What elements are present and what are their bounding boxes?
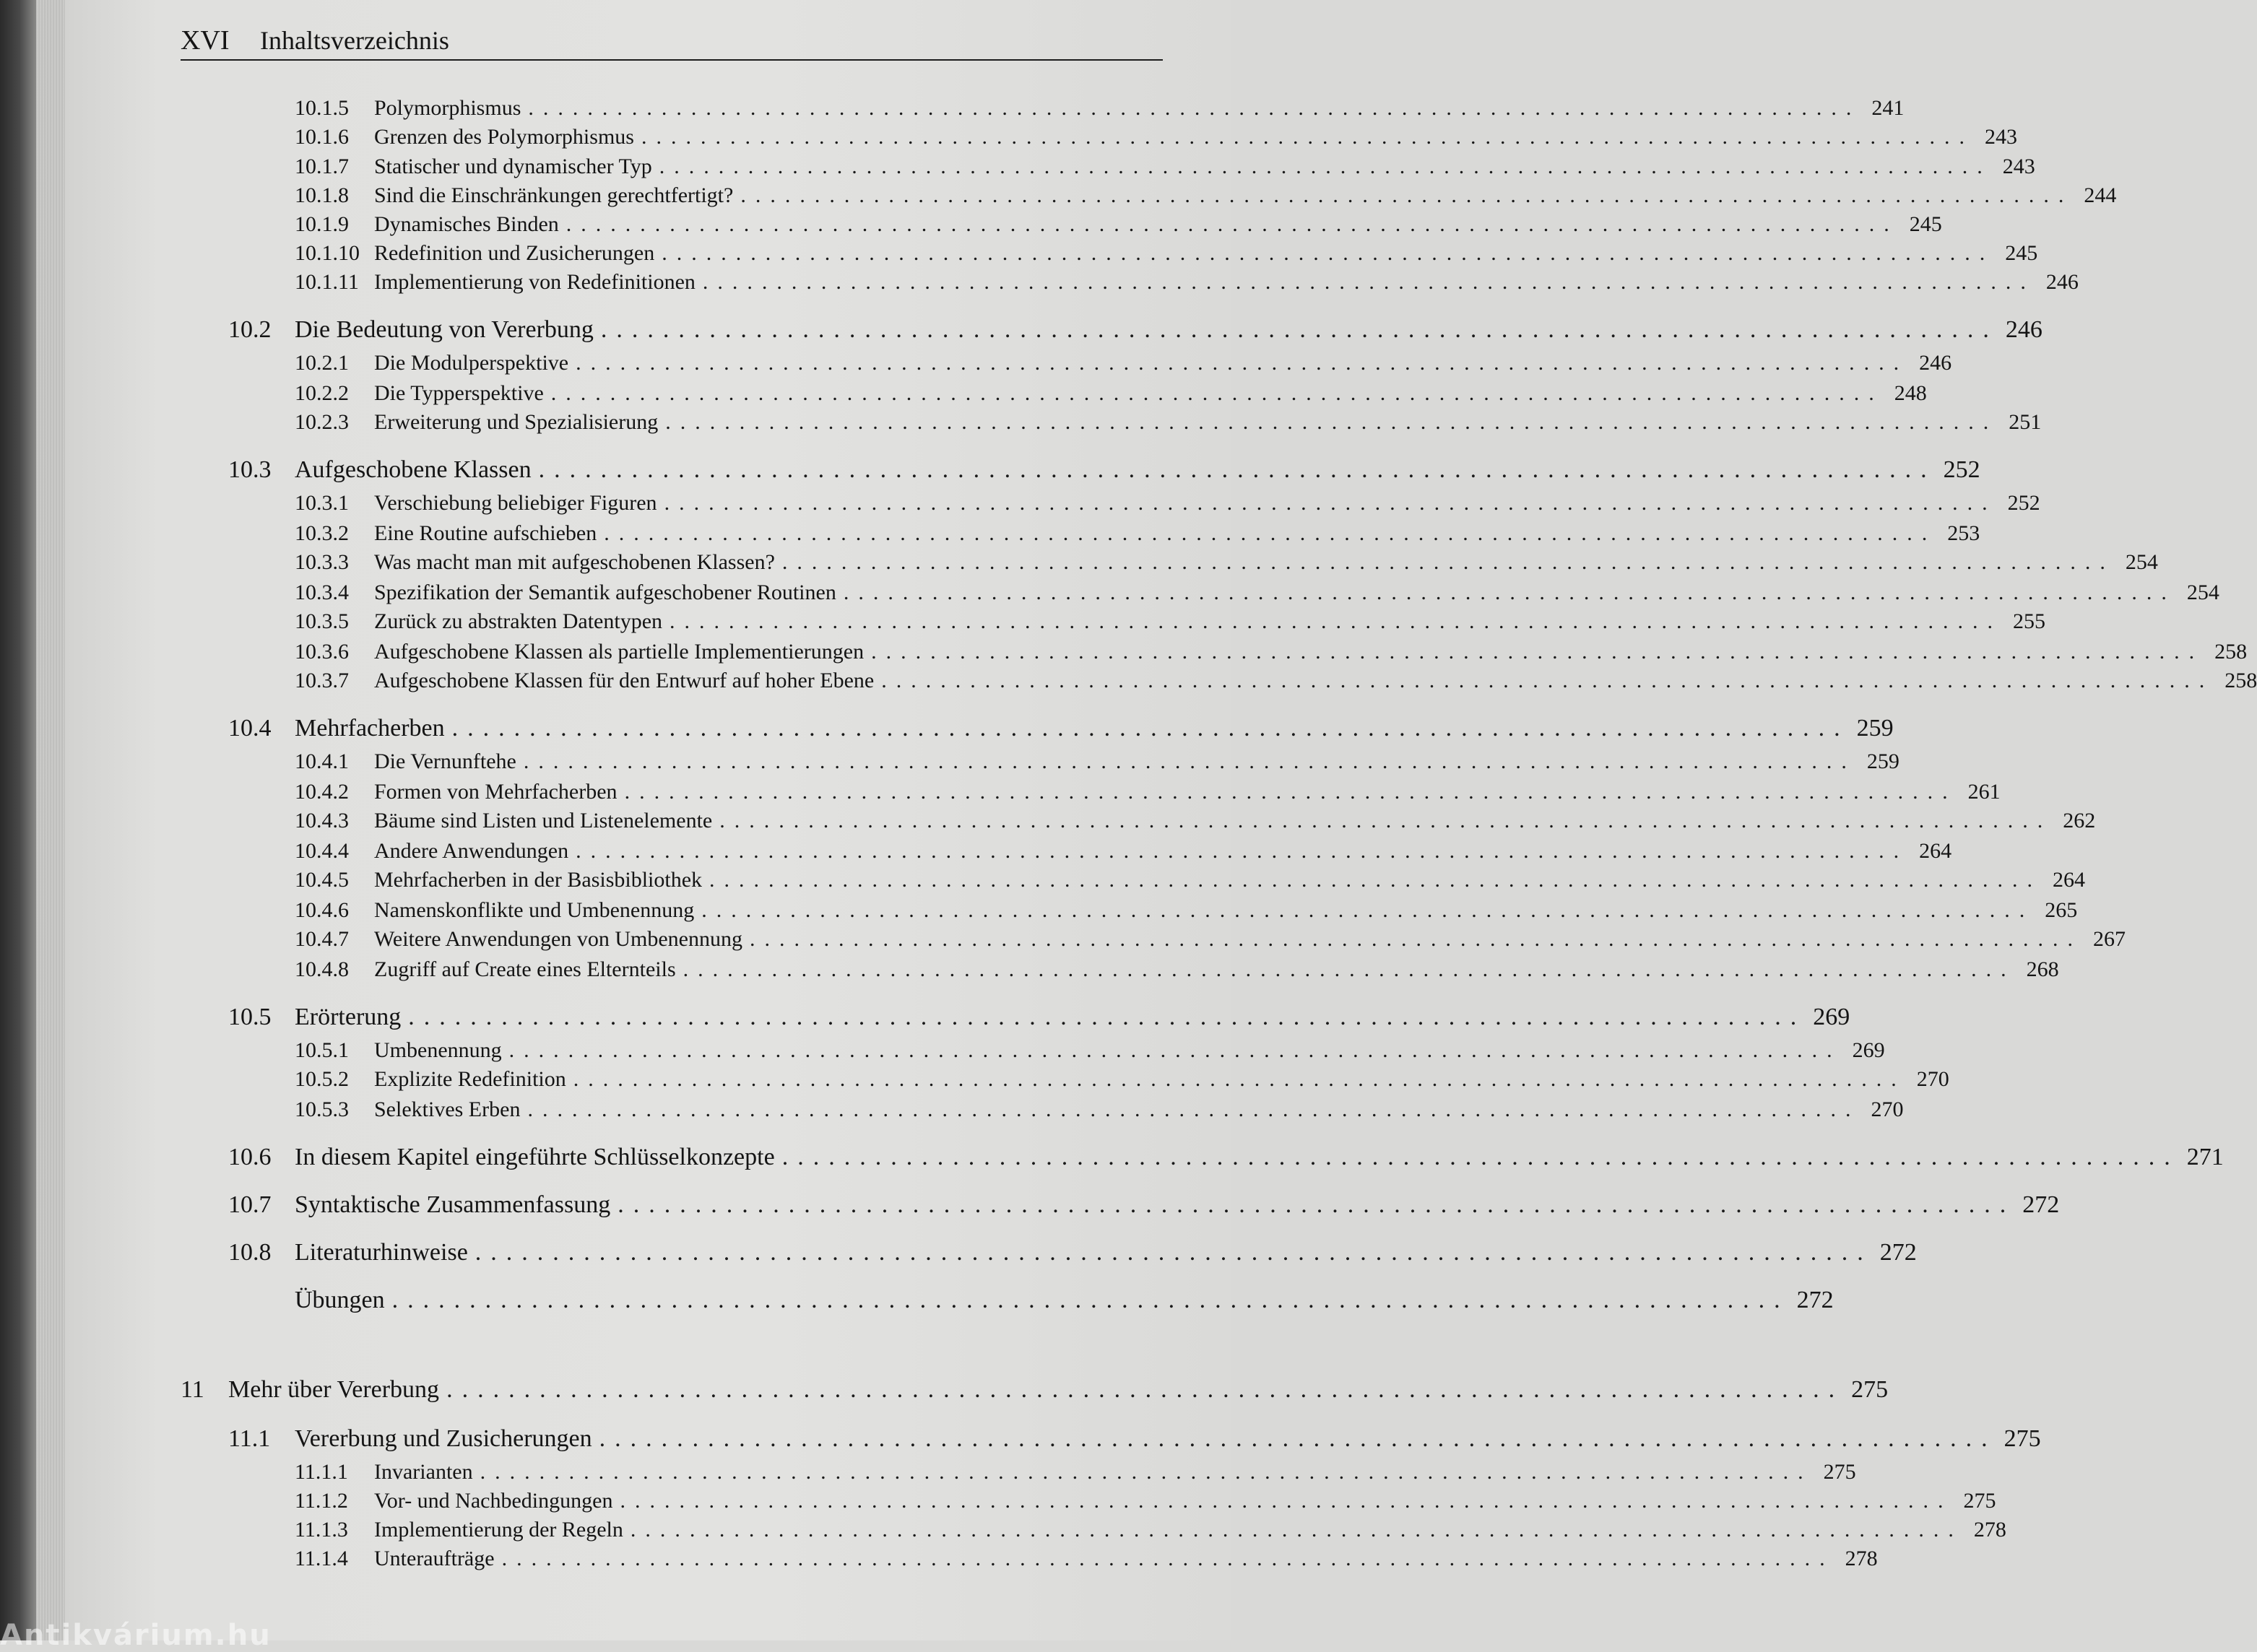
toc-entry — [295, 898, 2078, 923]
toc-entry-title: Formen von Mehrfacherben — [374, 780, 618, 804]
toc-entry-title: Zugriff auf Create eines Elternteils — [374, 957, 676, 981]
toc-entry-number: 10.1.10 — [295, 241, 360, 265]
toc-entry-page: 267 — [2092, 927, 2126, 951]
toc-entry-title: Die Bedeutung von Vererbung — [295, 316, 594, 343]
toc-entry-title: Dynamisches Binden — [374, 212, 559, 236]
toc-entry-number: 10.2.3 — [295, 410, 349, 434]
leader-dots: .......................................................................................... — [391, 1287, 1790, 1313]
toc-entry-title: Grenzen des Polymorphismus — [374, 125, 634, 149]
toc-entry-number: 10.3.1 — [295, 491, 349, 515]
toc-entry — [295, 1097, 1904, 1122]
toc-entry-number: 10.2.1 — [295, 351, 349, 375]
toc-entry — [295, 839, 1952, 864]
toc-entry — [295, 1067, 1949, 1092]
toc-entry-title: Unteraufträge — [374, 1547, 495, 1570]
toc-entry-number: 10.3.7 — [295, 669, 349, 692]
toc-entry-title: Aufgeschobene Klassen — [295, 456, 532, 483]
toc-entry-page: 246 — [2045, 270, 2079, 294]
toc-entry — [228, 1191, 2060, 1219]
leader-dots: .......................................................................................... — [683, 957, 2016, 981]
leader-dots: .......................................................................................... — [618, 1191, 2016, 1218]
toc-entry-page: 258 — [2214, 640, 2248, 664]
leader-dots: .......................................................................................... — [501, 1547, 1834, 1570]
toc-entry — [295, 669, 2257, 693]
toc-entry-page: 271 — [2186, 1144, 2224, 1170]
leader-dots: .......................................................................................... — [781, 550, 2115, 574]
leader-dots: .......................................................................................... — [641, 125, 1974, 149]
toc-entry-title: Namenskonflikte und Umbenennung — [374, 898, 695, 922]
toc-entry-page: 246 — [1919, 351, 1952, 375]
leader-dots: .......................................................................................... — [670, 609, 2003, 633]
toc-entry-number: 10.4.1 — [295, 749, 349, 773]
toc-entry-number: 10.4.3 — [295, 809, 349, 832]
leader-dots: .......................................................................................... — [446, 1376, 1845, 1403]
toc-entry-page: 275 — [1851, 1376, 1889, 1403]
toc-entry — [181, 1376, 1889, 1404]
toc-entry — [295, 809, 2096, 833]
toc-entry-number: 11.1 — [228, 1425, 271, 1452]
toc-entry-number: 10.4.2 — [295, 780, 349, 804]
toc-entry-page: 255 — [2013, 609, 2046, 633]
leader-dots: .......................................................................................... — [620, 1489, 1953, 1513]
toc-entry — [295, 125, 2017, 149]
toc-entry-page: 269 — [1813, 1004, 1850, 1030]
toc-entry-title: Erörterung — [295, 1004, 402, 1030]
toc-entry-page: 265 — [2045, 898, 2078, 922]
toc-entry-page: 272 — [1879, 1239, 1917, 1266]
toc-entry-title: Die Modulperspektive — [374, 351, 569, 375]
toc-entry-page: 243 — [2002, 155, 2035, 178]
toc-entry-number: 10.4.5 — [295, 868, 349, 892]
toc-entry-title: Explizite Redefinition — [374, 1067, 566, 1091]
toc-entry — [295, 270, 2079, 295]
toc-entry — [295, 780, 2001, 804]
toc-entry-title: Mehr über Vererbung — [228, 1376, 440, 1403]
toc-entry-page: 244 — [2084, 183, 2117, 207]
toc-entry-title: Statischer und dynamischer Typ — [374, 155, 652, 178]
toc-entry-page: 264 — [2053, 868, 2086, 892]
leader-dots: .......................................................................................... — [664, 491, 1997, 515]
leader-dots: .......................................................................................... — [881, 669, 2214, 692]
toc-entry-number: 10.1.11 — [295, 270, 359, 294]
toc-entry-title: Syntaktische Zusammenfassung — [295, 1191, 611, 1218]
toc-entry-title: Mehrfacherben in der Basisbibliothek — [374, 868, 703, 892]
leader-dots: .......................................................................................... — [604, 521, 1937, 545]
leader-dots: .......................................................................................... — [480, 1460, 1813, 1484]
toc-entry — [228, 316, 2042, 344]
leader-dots: .......................................................................................... — [624, 780, 1957, 804]
toc-entry-number: 11.1.1 — [295, 1460, 348, 1484]
toc-entry — [295, 581, 2219, 605]
toc-entry-title: Aufgeschobene Klassen für den Entwurf auf hoher Ebene — [374, 669, 875, 692]
toc-entry-page: 245 — [1909, 212, 1942, 236]
toc-entry-number: 10.4.8 — [295, 957, 349, 981]
toc-entry-page: 253 — [1947, 521, 1980, 545]
leader-dots: .......................................................................................... — [600, 316, 1998, 343]
leader-dots: .......................................................................................... — [408, 1004, 1806, 1030]
toc-entry — [295, 550, 2158, 575]
toc-entry-number: 10.8 — [228, 1239, 272, 1266]
toc-entry-number: 10.1.6 — [295, 125, 349, 149]
toc-entry-title: Zurück zu abstrakten Datentypen — [374, 609, 663, 633]
toc-entry — [295, 1038, 1885, 1063]
leader-dots: .......................................................................................... — [528, 96, 1861, 120]
toc-entry-number: 10.3.4 — [295, 581, 349, 604]
toc-entry — [295, 927, 2126, 952]
leader-dots: .......................................................................................... — [843, 581, 2176, 604]
toc-entry-page: 268 — [2026, 957, 2059, 981]
toc-entry-title: Bäume sind Listen und Listenelemente — [374, 809, 713, 832]
leader-dots: .......................................................................................... — [781, 1144, 2180, 1170]
leader-dots: .......................................................................................... — [719, 809, 2053, 832]
toc-entry-page: 251 — [2009, 410, 2042, 434]
toc-entry-number: 10.4.7 — [295, 927, 349, 951]
toc-entry — [228, 1239, 1917, 1266]
toc-entry — [228, 1004, 1850, 1031]
toc-entry-page: 258 — [2224, 669, 2257, 692]
toc-entry — [295, 1518, 2006, 1542]
leader-dots: .......................................................................................... — [871, 640, 2204, 664]
toc-entry-page: 245 — [2005, 241, 2038, 265]
leader-dots: .......................................................................................... — [701, 898, 2035, 922]
leader-dots: .......................................................................................... — [451, 715, 1850, 742]
toc-entry-page: 270 — [1916, 1067, 1949, 1091]
toc-entry — [295, 96, 1905, 121]
toc-entry-number: 10.4 — [228, 715, 272, 742]
toc-entry-number: 11.1.2 — [295, 1489, 348, 1513]
toc-entry-page: 264 — [1919, 839, 1952, 863]
toc-entry-title: Implementierung von Redefinitionen — [374, 270, 696, 294]
toc-entry-page: 272 — [2022, 1191, 2060, 1218]
toc-entry-title: Mehrfacherben — [295, 715, 445, 742]
toc-entry-page: 275 — [2003, 1425, 2041, 1452]
toc-entry — [228, 1425, 2041, 1453]
toc-entry-number: 10.6 — [228, 1144, 272, 1170]
header-page-number: XVI — [181, 25, 230, 56]
toc-entry-number: 10.1.5 — [295, 96, 349, 120]
toc-entry — [295, 1489, 1996, 1513]
leader-dots: .......................................................................................... — [630, 1518, 1963, 1542]
toc-entry — [228, 1287, 1834, 1314]
toc-entry-title: Übungen — [295, 1287, 385, 1313]
toc-entry-page: 252 — [1943, 456, 1980, 483]
toc-entry-number: 10.5.2 — [295, 1067, 349, 1091]
toc-entry-number: 10.3.2 — [295, 521, 349, 545]
toc-entry-title: Eine Routine aufschieben — [374, 521, 597, 545]
toc-entry — [295, 351, 1952, 375]
toc-entry-number: 10.5.3 — [295, 1097, 349, 1121]
leader-dots: .......................................................................................... — [665, 410, 1998, 434]
leader-dots: .......................................................................................... — [659, 155, 1992, 178]
leader-dots: .......................................................................................... — [749, 927, 2082, 951]
toc-entry-page: 269 — [1852, 1038, 1885, 1062]
toc-entry-number: 10.5.1 — [295, 1038, 349, 1062]
toc-entry-page: 252 — [2007, 491, 2040, 515]
toc-entry-page: 272 — [1796, 1287, 1834, 1313]
toc-entry — [295, 868, 2086, 892]
leader-dots: .......................................................................................... — [576, 839, 1909, 863]
toc-entry-number: 10.3 — [228, 456, 272, 483]
toc-entry-title: Redefinition und Zusicherungen — [374, 241, 655, 265]
toc-entry-title: Verschiebung beliebiger Figuren — [374, 491, 657, 515]
leader-dots: .......................................................................................... — [527, 1097, 1860, 1121]
toc-entry — [295, 521, 1980, 546]
toc-entry-page: 254 — [2125, 550, 2158, 574]
toc-entry-title: In diesem Kapitel eingeführte Schlüsselkonzepte — [295, 1144, 775, 1170]
toc-entry-page: 254 — [2186, 581, 2219, 604]
toc-entry-number: 10.7 — [228, 1191, 272, 1218]
toc-entry-page: 246 — [2005, 316, 2042, 343]
toc-entry — [295, 1460, 1856, 1484]
leader-dots: .......................................................................................... — [475, 1239, 1873, 1266]
toc-entry — [228, 456, 1980, 484]
toc-entry-page: 248 — [1894, 381, 1927, 405]
toc-entry-number: 10.4.4 — [295, 839, 349, 863]
toc-entry-number: 10.4.6 — [295, 898, 349, 922]
leader-dots: .......................................................................................... — [576, 351, 1909, 375]
toc-entry-number: 11.1.4 — [295, 1547, 348, 1570]
toc-entry-title: Die Vernunftehe — [374, 749, 516, 773]
toc-entry-title: Was macht man mit aufgeschobenen Klassen? — [374, 550, 775, 574]
leader-dots: .......................................................................................... — [573, 1067, 1906, 1091]
toc-entry-title: Selektives Erben — [374, 1097, 521, 1121]
toc-entry — [295, 640, 2248, 664]
toc-entry — [295, 381, 1927, 406]
toc-entry-number: 11 — [181, 1376, 204, 1403]
toc-entry-number: 10.3.5 — [295, 609, 349, 633]
toc-entry-number: 10.2 — [228, 316, 272, 343]
leader-dots: .......................................................................................... — [709, 868, 2042, 892]
toc-entry-title: Vor- und Nachbedingungen — [374, 1489, 613, 1513]
toc-entry — [295, 410, 2042, 435]
toc-entry-number: 10.1.8 — [295, 183, 349, 207]
toc-entry-title: Implementierung der Regeln — [374, 1518, 623, 1542]
leader-dots: .......................................................................................... — [702, 270, 2035, 294]
toc-entry — [295, 1547, 1878, 1571]
toc-entry-page: 275 — [1963, 1489, 1996, 1513]
toc-entry-title: Vererbung und Zusicherungen — [295, 1425, 592, 1452]
toc-entry-page: 262 — [2063, 809, 2096, 832]
toc-entry — [228, 715, 1894, 742]
toc-entry-title: Spezifikation der Semantik aufgeschobener Routinen — [374, 581, 836, 604]
toc-entry-number: 10.3.6 — [295, 640, 349, 664]
toc-entry-page: 278 — [1973, 1518, 2006, 1542]
toc-entry-title: Die Typperspektive — [374, 381, 544, 405]
toc-entry-title: Invarianten — [374, 1460, 473, 1484]
toc-entry — [295, 957, 2059, 982]
toc-entry-title: Sind die Einschränkungen gerechtfertigt? — [374, 183, 734, 207]
toc-entry — [295, 749, 1899, 774]
toc-entry — [295, 155, 2035, 179]
toc-entry — [228, 1144, 2224, 1171]
toc-entry — [295, 491, 2040, 516]
toc-entry-number: 10.2.2 — [295, 381, 349, 405]
toc-entry — [295, 183, 2117, 208]
toc-entry-page: 275 — [1823, 1460, 1856, 1484]
toc-entry — [295, 241, 2038, 266]
leader-dots: .......................................................................................... — [508, 1038, 1842, 1062]
leader-dots: .......................................................................................... — [662, 241, 1995, 265]
toc-entry-page: 243 — [1984, 125, 2017, 149]
toc-entry-page: 270 — [1871, 1097, 1904, 1121]
toc-entry-number: 10.3.3 — [295, 550, 349, 574]
leader-dots: .......................................................................................... — [566, 212, 1899, 236]
toc-entry-page: 241 — [1871, 96, 1905, 120]
leader-dots: .......................................................................................... — [523, 749, 1856, 773]
toc-entry-title: Andere Anwendungen — [374, 839, 569, 863]
watermark: Antikvárium.hu — [0, 1619, 272, 1652]
toc-entry-number: 10.1.7 — [295, 155, 349, 178]
toc-entry — [295, 609, 2046, 634]
toc-entry-page: 278 — [1845, 1547, 1878, 1570]
toc-entry-title: Aufgeschobene Klassen als partielle Implementierungen — [374, 640, 865, 664]
toc-entry — [295, 212, 1942, 237]
toc-entry-number: 11.1.3 — [295, 1518, 348, 1542]
toc-entry-title: Erweiterung und Spezialisierung — [374, 410, 659, 434]
leader-dots: .......................................................................................... — [550, 381, 1884, 405]
leader-dots: .......................................................................................... — [740, 183, 2074, 207]
toc-entry-page: 261 — [1967, 780, 2001, 804]
toc-entry-page: 259 — [1856, 715, 1894, 742]
toc-entry-number: 10.5 — [228, 1004, 272, 1030]
toc-entry-title: Literaturhinweise — [295, 1239, 468, 1266]
toc-entry-page: 259 — [1866, 749, 1899, 773]
toc-entry-title: Umbenennung — [374, 1038, 502, 1062]
toc-entry-title: Weitere Anwendungen von Umbenennung — [374, 927, 742, 951]
leader-dots: .......................................................................................... — [599, 1425, 1997, 1452]
toc-entry-number: 10.1.9 — [295, 212, 349, 236]
header-title: Inhaltsverzeichnis — [260, 26, 449, 55]
leader-dots: .......................................................................................... — [538, 456, 1936, 483]
toc-entry-title: Polymorphismus — [374, 96, 521, 120]
